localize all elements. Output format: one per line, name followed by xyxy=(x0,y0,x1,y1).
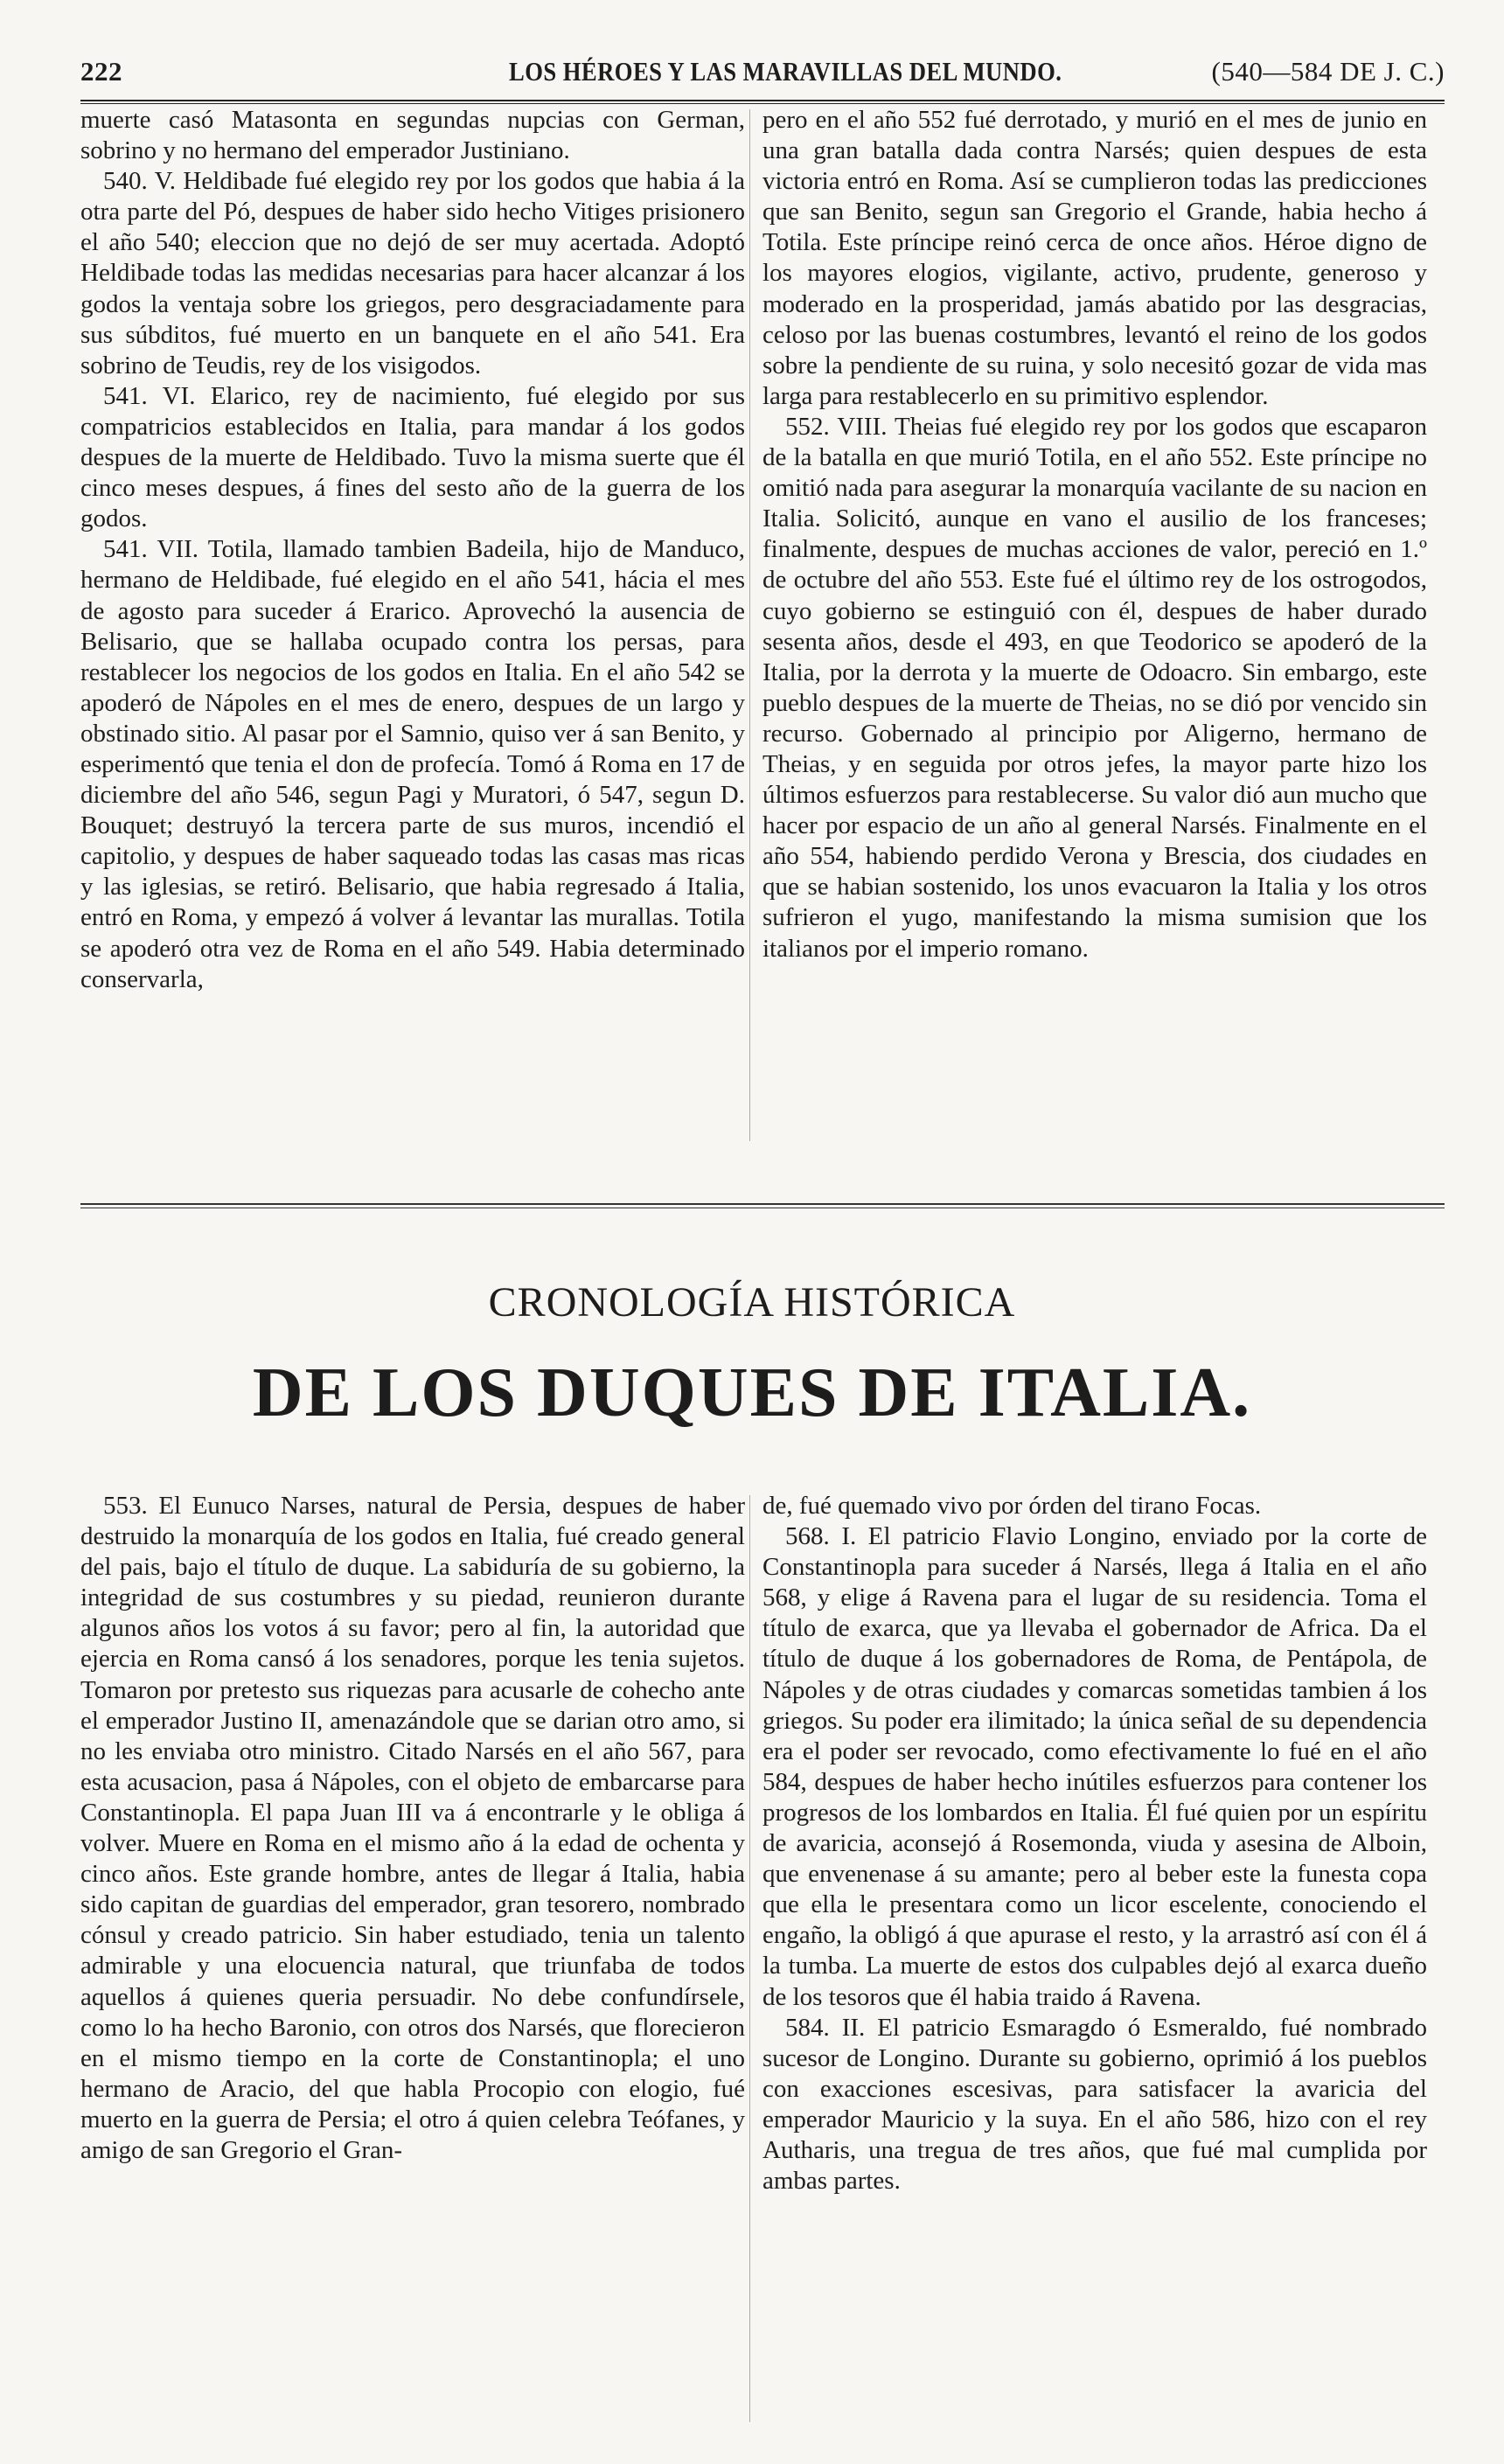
section1-column-right xyxy=(762,105,1427,964)
column-divider xyxy=(749,1495,750,2422)
section2-column-right xyxy=(762,1491,1427,2196)
paragraph: muerte casó Matasonta en segundas nupcias con German, sobrino y no hermano del emperador Justiniano. xyxy=(80,106,745,165)
date-range: (540—584 DE J. C.) xyxy=(1211,56,1445,87)
section-title-line1: CRONOLOGÍA HISTÓRICA xyxy=(488,1279,1016,1326)
header-rule-thin xyxy=(80,103,1445,104)
paragraph: 541. VII. Totila, llamado tambien Badeila, hijo de Manduco, hermano de Heldibade, fué elegido en el año 541, hácia el mes de agosto para suceder á Erarico. Aprovechó la ausencia de Belisario, que se hallaba ocupado contra los persas, para restablecer los negocios de los godos en Italia. En el año 542 se apoderó de Nápoles en el mes de enero, despues de un largo y obstinado sitio. Al pasar por el Samnio, quiso ver á san Benito, y esperimentó que tenia el don de profecía. Tomó á Roma en 17 de diciembre del año 546, segun Pagi y Muratori, ó 547, segun D. Bouquet; destruyó la tercera parte de sus muros, incendió el capitolio, y despues de haber saqueado todas las casas mas ricas y las iglesias, se retiró. Belisario, que habia regresado á Italia, entró en Roma, y empezó á volver á levantar las murallas. Totila se apoderó otra vez de Roma en el año 549. Habia determinado conservarla, xyxy=(80,535,745,993)
paragraph: 541. VI. Elarico, rey de nacimiento, fué elegido por sus compatricios establecidos en Italia, para mandar á los godos despues de la muerte de Heldibado. Tuvo la misma suerte que él cinco meses despues, á fines del sesto año de la guerra de los godos. xyxy=(80,381,745,533)
section1-column-left xyxy=(80,105,745,995)
section-divider xyxy=(80,1203,1445,1205)
paragraph: pero en el año 552 fué derrotado, y murió en el mes de junio en una gran batalla dada contra Narsés; quien despues de esta victoria entró en Roma. Así se cumplieron todas las predicciones que san Benito, segun san Gregorio el Grande, habia hecho á Totila. Este príncipe reinó cerca de once años. Héroe digno de los mayores elogios, vigilante, activo, prudente, generoso y moderado en la prosperidad, jamás abatido por las desgracias, celoso por las buenas costumbres, levantó el reino de los godos sobre la pendiente de su ruina, y solo necesitó gozar de vida mas larga para restablecerlo en su primitivo esplendor. xyxy=(762,106,1427,410)
paragraph: 540. V. Heldibade fué elegido rey por los godos que habia á la otra parte del Pó, despues de haber sido hecho Vitiges prisionero el año 540; eleccion que no dejó de ser muy acertada. Adoptó Heldibade todas las medidas necesarias para hacer alcanzar á los godos la ventaja sobre los griegos, pero desgraciadamente para sus súbditos, fué muerto en un banquete en el año 541. Era sobrino de Teudis, rey de los visigodos. xyxy=(80,167,745,379)
page-number: 222 xyxy=(80,56,122,87)
running-header xyxy=(80,56,1445,100)
paragraph: 568. I. El patricio Flavio Longino, enviado por la corte de Constantinopla para suceder á Narsés, llega á Italia en el año 568, y elige á Ravena para el lugar de su residencia. Toma el título de exarca, que ya llevaba el gobernador de Africa. Da el título de duque á los gobernadores de Roma, de Pentápola, de Nápoles y de otras ciudades y comarcas sometidas tambien á los griegos. Su poder era ilimitado; la única señal de su dependencia era el poder ser revocado, como efectivamente lo fué en el año 584, despues de haber hecho inútiles esfuerzos para contener los progresos de los lombardos en Italia. Él fué quien por un espíritu de avaricia, aconsejó á Rosemonda, viuda y asesina de Alboin, que envenenase á su amante; pero al beber este la funesta copa que ella le presentara como un licor escelente, conociendo el engaño, la obligó á que apurase el resto, y la arrastró así con él á la tumba. La muerte de estos dos culpables dejó al exarca dueño de los tesoros que él habia traido á Ravena. xyxy=(762,1522,1427,2011)
section-title-line2: DE LOS DUQUES DE ITALIA. xyxy=(252,1354,1252,1431)
running-title: LOS HÉROES Y LAS MARAVILLAS DEL MUNDO. xyxy=(509,56,1062,87)
section2-column-left xyxy=(80,1491,745,2166)
paragraph: 553. El Eunuco Narses, natural de Persia, despues de haber destruido la monarquía de los godos en Italia, fué creado general del pais, bajo el título de duque. La sabiduría de su gobierno, la integridad de sus costumbres y su piedad, reunieron durante algunos años los votos á su favor; pero al fin, la autoridad que ejercia en Roma cansó á los senadores, porque les tenia sujetos. Tomaron por pretesto sus riquezas para acusarle de cohecho ante el emperador Justino II, amenazándole que se darian otro amo, si no les enviaba otro ministro. Citado Narsés en el año 567, para esta acusacion, pasa á Nápoles, con el objeto de embarcarse para Constantinopla. El papa Juan III va á encontrarle y le obliga á volver. Muere en Roma en el mismo año á la edad de ochenta y cinco años. Este grande hombre, antes de llegar á Italia, habia sido capitan de guardias del emperador, gran tesorero, nombrado cónsul y creado patricio. Sin haber estudiado, tenia un talento admirable y una elocuencia natural, que triunfaba de todos aquellos á quienes queria persuadir. No debe confundírsele, como lo ha hecho Baronio, con otros dos Narsés, que florecieron en el mismo tiempo en la corte de Constantinopla; el uno hermano de Aracio, del que habla Procopio con elogio, fué muerto en la guerra de Persia; el otro á quien celebra Teófanes, y amigo de san Gregorio el Gran- xyxy=(80,1492,745,2164)
paragraph: de, fué quemado vivo por órden del tirano Focas. xyxy=(762,1492,1262,1520)
paragraph: 584. II. El patricio Esmaragdo ó Esmeraldo, fué nombrado sucesor de Longino. Durante su gobierno, oprimió á los pueblos con exacciones escesivas, para satisfacer la avaricia del emperador Mauricio y la suya. En el año 586, hizo con el rey Autharis, una tregua de tres años, que fué mal cumplida por ambas partes. xyxy=(762,2013,1427,2196)
header-rule xyxy=(80,100,1445,101)
paragraph: 552. VIII. Theias fué elegido rey por los godos que escaparon de la batalla en que murió Totila, en el año 552. Este príncipe no omitió nada para asegurar la monarquía vacilante de su nacion en Italia. Solicitó, aunque en vano el ausilio de los franceses; finalmente, despues de muchas acciones de valor, pereció en 1.º de octubre del año 553. Este fué el último rey de los ostrogodos, cuyo gobierno se estinguió con él, despues de haber durado sesenta años, desde el 493, en que Teodorico se apoderó de la Italia, por la derrota y la muerte de Odoacro. Sin embargo, este pueblo despues de la muerte de Theias, no se dió por vencido sin recurso. Gobernado al principio por Aligerno, hermano de Theias, y en seguida por otros jefes, la mayor parte hizo los últimos esfuerzos para restablecerse. Su valor dió aun mucho que hacer por espacio de un año al general Narsés. Finalmente en el año 554, habiendo perdido Verona y Brescia, dos ciudades en que se habian sostenido, los unos evacuaron la Italia y los otros sufrieron el yugo, manifestando la misma sumision que los italianos por el imperio romano. xyxy=(762,412,1427,963)
column-divider xyxy=(749,109,750,1141)
